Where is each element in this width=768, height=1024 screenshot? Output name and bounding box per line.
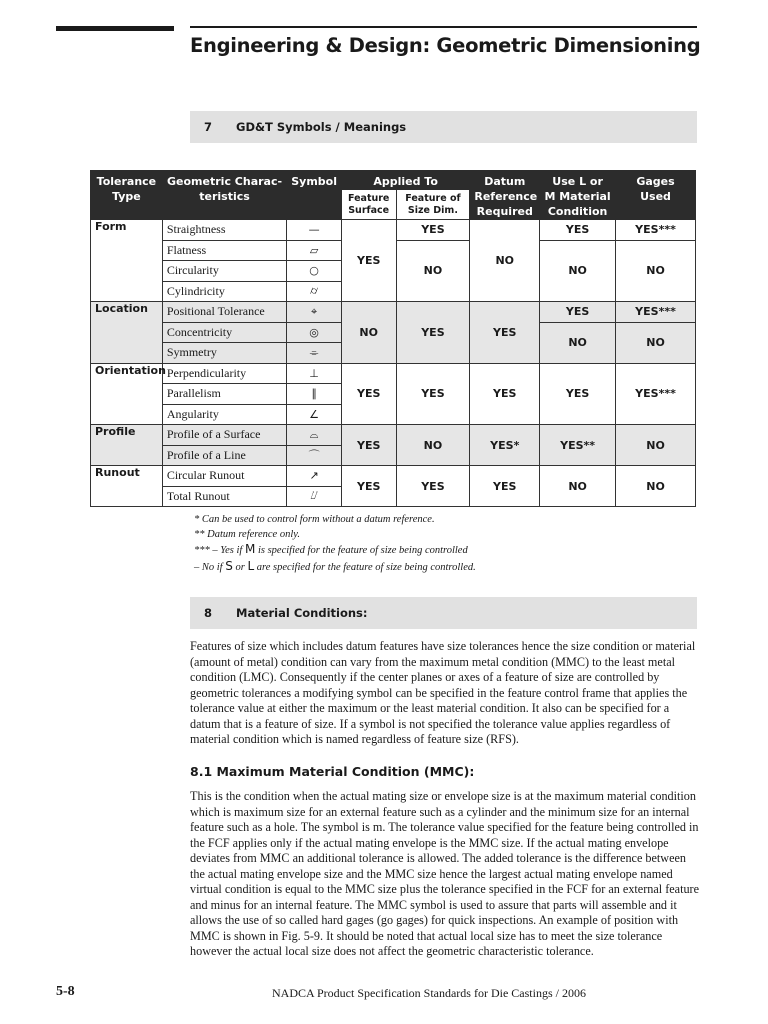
cell-runout-surface: YES [341,466,396,507]
group-form: Form [91,220,163,302]
table-footnotes [194,513,476,575]
section-8-number: 8 [204,606,213,620]
cell-positional-lm: YES [540,302,616,323]
cell-location-datum: YES [470,302,540,364]
section-7-header [190,111,697,143]
cell-positional-gages: YES*** [616,302,696,323]
cell-orientation-gages: YES*** [616,363,696,425]
cell-profile-datum: YES* [470,425,540,466]
cell-profile-gages: NO [616,425,696,466]
group-orientation: Orientation [91,363,163,425]
section-7-title: GD&T Symbols / Meanings [236,120,407,134]
flatness-symbol-icon: ▱ [287,240,342,261]
header-feature-surface: Feature Surface [341,190,396,220]
char-cylindricity: Cylindricity [162,281,286,302]
char-perpendicularity: Perpendicularity [162,363,286,384]
gdt-symbols-table [90,170,696,507]
cell-form-lm: NO [540,240,616,302]
cell-profile-lm: YES** [540,425,616,466]
page-number: 5-8 [56,984,75,999]
cell-straightness-gages: YES*** [616,220,696,241]
char-profile-line: Profile of a Line [162,445,286,466]
cell-profile-surface: YES [341,425,396,466]
circular-runout-symbol-icon: ↗ [287,466,342,487]
cell-form-datum: NO [470,220,540,302]
section-8-title: Material Conditions: [236,606,368,620]
section-8-paragraph: Features of size which includes datum features have size tolerances hence the size condition or material (amount of metal) condition can vary from the maximum metal condition (MMC) to the least metal condition (LMC). Consequently if the center planes or axes of a feature of size are controlled by geometric tolerances a modifying symbol can be specified in the feature control frame that applies the tolerance value at either the maximum or the least material condition. It also can be specified for a datum that is a feature of size. If a symbol is not specified the tolerance value applies regardless of material condition which is named regardless of feature size (RFS). [190,639,696,746]
title-rule [190,26,697,28]
header-gages-used: Gages Used [616,171,696,220]
circularity-symbol-icon: ○ [287,261,342,282]
char-profile-surface: Profile of a Surface [162,425,286,446]
header-datum-required: Datum Reference Required [470,171,540,220]
profile-line-symbol-icon: ⌒ [287,445,342,466]
header-feature-size: Feature of Size Dim. [396,190,470,220]
cell-form-size: NO [396,240,470,302]
cell-location-lm: NO [540,322,616,363]
header-symbol: Symbol [287,171,342,220]
page-title: Engineering & Design: Geometric Dimensioning [190,34,701,57]
char-total-runout: Total Runout [162,486,286,507]
top-left-rule [56,26,174,31]
footnote-4: – No if S or L are specified for the feature of size being controlled. [194,558,476,573]
table-row [91,220,696,241]
cell-location-surface: NO [341,302,396,364]
header-tolerance-type: Tolerance Type [91,171,163,220]
parallelism-symbol-icon: ∥ [287,384,342,405]
header-applied-to: Applied To [341,171,469,190]
table-row [91,466,696,487]
cell-orientation-size: YES [396,363,470,425]
page-footer: NADCA Product Specification Standards for Die Castings / 2006 [272,986,586,1000]
group-runout: Runout [91,466,163,507]
cell-location-gages: NO [616,322,696,363]
table-row [91,363,696,384]
footnote-3: *** – Yes if M is specified for the feature of size being controlled [194,542,468,556]
profile-surface-symbol-icon: ⌓ [287,425,342,446]
header-geometric-characteristics: Geometric Charac- teristics [162,171,286,220]
cell-orientation-lm: YES [540,363,616,425]
cell-straightness-lm: YES [540,220,616,241]
footnote-2: ** Datum reference only. [194,528,300,540]
positional-symbol-icon: ⌖ [287,302,342,323]
cell-location-size: YES [396,302,470,364]
cell-runout-size: YES [396,466,470,507]
char-flatness: Flatness [162,240,286,261]
cell-straightness-size: YES [396,220,470,241]
angularity-symbol-icon: ∠ [287,404,342,425]
section-8-1-heading: 8.1 Maximum Material Condition (MMC): [190,764,475,779]
footnote-1: * Can be used to control form without a datum reference. [194,514,435,525]
cell-orientation-surface: YES [341,363,396,425]
char-symmetry: Symmetry [162,343,286,364]
section-7-number: 7 [204,120,213,134]
char-circular-runout: Circular Runout [162,466,286,487]
cell-runout-gages: NO [616,466,696,507]
group-location: Location [91,302,163,364]
table-row [91,302,696,323]
cell-orientation-datum: YES [470,363,540,425]
char-parallelism: Parallelism [162,384,286,405]
total-runout-symbol-icon: ⌰ [287,486,342,507]
char-straightness: Straightness [162,220,286,241]
char-circularity: Circularity [162,261,286,282]
cell-runout-lm: NO [540,466,616,507]
char-positional: Positional Tolerance [162,302,286,323]
char-concentricity: Concentricity [162,322,286,343]
cylindricity-symbol-icon: ⌭ [287,281,342,302]
cell-runout-datum: YES [470,466,540,507]
char-angularity: Angularity [162,404,286,425]
table-row [91,425,696,446]
concentricity-symbol-icon: ◎ [287,322,342,343]
header-use-l-or-m: Use L or M Material Condition [540,171,616,220]
section-8-1-paragraph: This is the condition when the actual mating size or envelope size is at the maximum material condition which is maximum size for an external feature such as a cylinder and the minimum size for an internal feature such as a hole. The symbol is m. The tolerance value specified for the feature being controlled in the FCF applies only if the actual mating envelope is the MMC size. If the actual mating envelope deviates from MMC an additional tolerance is allowed. The added tolerance is the difference between the actual mating envelope size and the MMC size hence the largest actual mating envelope named virtual condition is equal to the MMC size plus the tolerance specified in the FCF for an external feature and minus for an internal feature. The MMC symbol is used to assure that parts will assemble and it allows the use of so called hard gages (go gages) for quick inspections. An example of position with MMC is shown in Fig. 5-9. It should be noted that actual local size has to meet the size tolerance however the actual local size does not affect the geometric characteristic tolerance. [190,789,700,958]
straightness-symbol-icon: — [287,220,342,241]
symmetry-symbol-icon: ⌯ [287,343,342,364]
cell-form-surface: YES [341,220,396,302]
cell-form-gages: NO [616,240,696,302]
section-8-header [190,597,697,629]
cell-profile-size: NO [396,425,470,466]
group-profile: Profile [91,425,163,466]
perpendicularity-symbol-icon: ⊥ [287,363,342,384]
